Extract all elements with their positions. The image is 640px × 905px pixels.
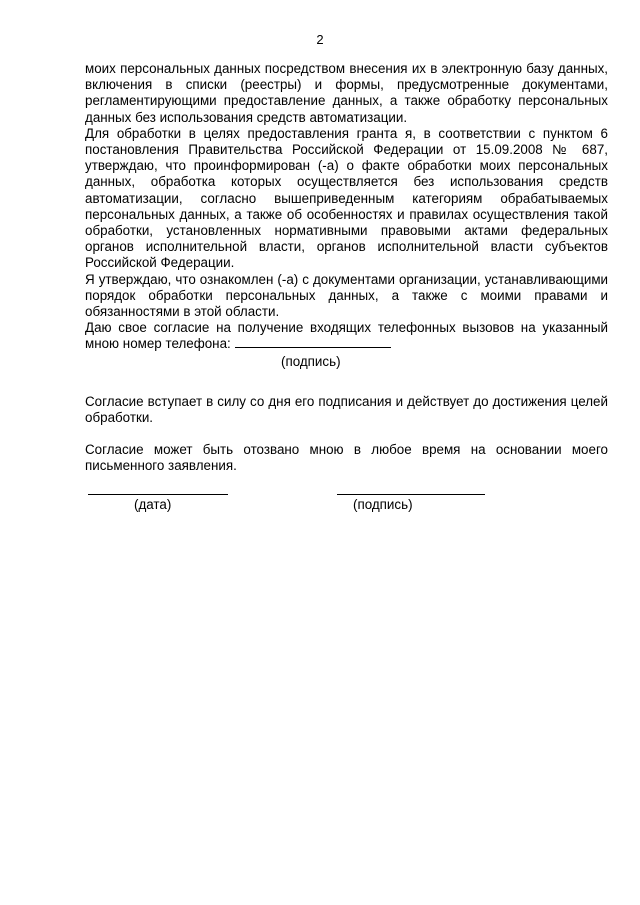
signature-block bbox=[88, 494, 508, 524]
paragraph-data-processing: моих персональных данных посредством внесения их в электронную базу данных, включения в списки (реестры) и формы, предусмотренные документами, регламентирующими предоставление данных, а также обработку персональных данных без использования средств автоматизации. bbox=[85, 61, 608, 125]
phone-consent-text: Даю свое согласие на получение входящих телефонных вызовов на указанный мною номер телефона: bbox=[85, 320, 608, 352]
paragraph-grant-processing: Для обработки в целях предоставления гранта я, в соответствии с пунктом 6 постановления Правительства Российской Федерации от 15.09.2008 № 687, утверждаю, что проинформирован (-а) о факте обработки моих персональных данных, обработка которых осуществляется без использования средств автоматизации, согласно вышеприведенным категориям обрабатываемых персональных данных, а также об особенностях и правилах осуществления такой обработки, установленных нормативными правовыми актами федеральных органов исполнительной власти, органов исполнительной власти субъектов Российской Федерации. bbox=[85, 125, 608, 271]
paragraph-revoke: Согласие может быть отозвано мною в любое время на основании моего письменного заявления. bbox=[85, 442, 608, 474]
date-line[interactable] bbox=[88, 494, 228, 495]
phone-signature-line[interactable] bbox=[235, 336, 391, 348]
signature-line[interactable] bbox=[337, 494, 485, 495]
paragraph-phone-consent bbox=[85, 320, 608, 352]
signature-caption: (подпись) bbox=[353, 497, 413, 512]
paragraph-effect: Согласие вступает в силу со дня его подписания и действует до достижения целей обработки. bbox=[85, 393, 608, 425]
date-caption: (дата) bbox=[134, 497, 172, 512]
spacer bbox=[85, 371, 608, 394]
paragraph-acknowledgement: Я утверждаю, что ознакомлен (-а) с документами организации, устанавливающими порядок обработки персональных данных, а также с моими правами и обязанностями в этой области. bbox=[85, 271, 608, 320]
document-body bbox=[85, 61, 608, 474]
page-number: 2 bbox=[316, 32, 324, 47]
spacer bbox=[85, 426, 608, 442]
phone-signature-caption: (подпись) bbox=[281, 353, 341, 369]
